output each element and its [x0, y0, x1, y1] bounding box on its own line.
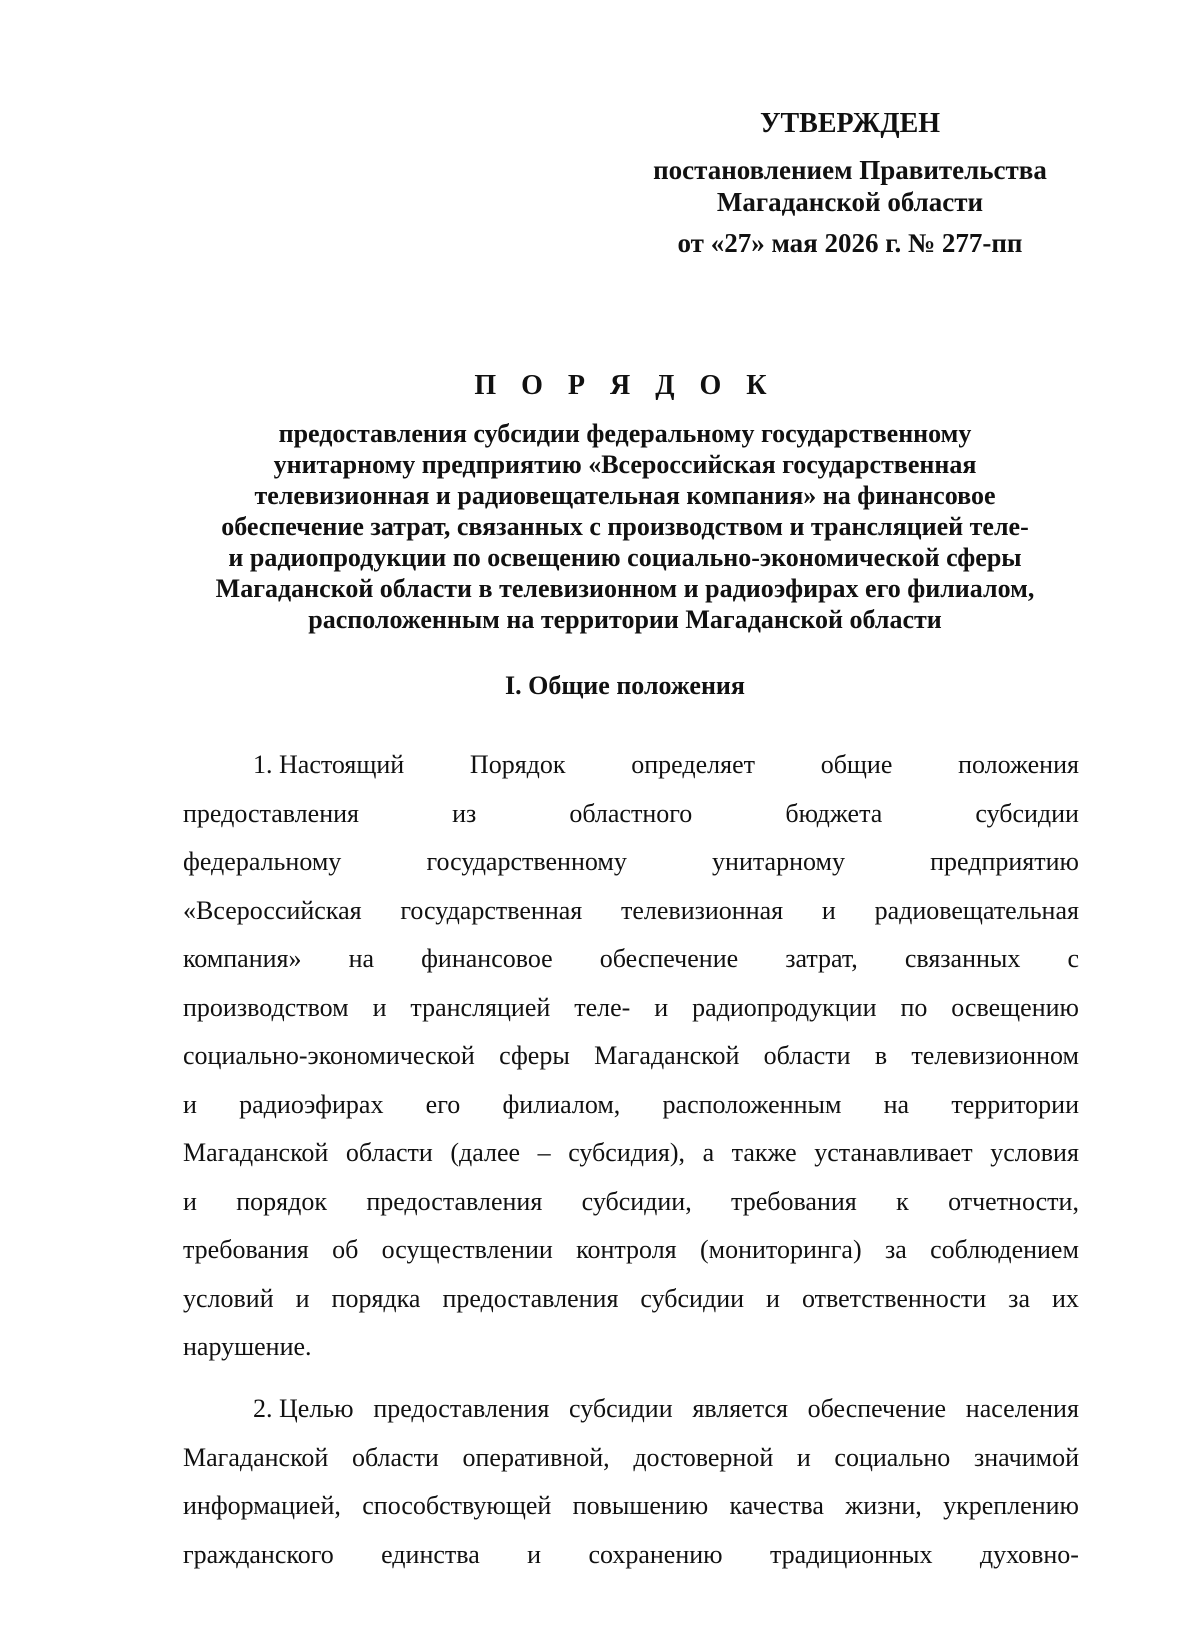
word: расположенным: [662, 1089, 842, 1119]
word: за: [884, 1235, 907, 1264]
word: нарушение.: [183, 1332, 312, 1361]
word: из: [452, 798, 477, 828]
word: производством: [183, 992, 349, 1022]
subtitle-line: и радиопродукции по освещению социально-экономической сферы: [228, 543, 1022, 572]
subtitle-line: телевизионная и радиовещательная компания» на финансовое: [254, 481, 996, 510]
word: требования: [183, 1235, 309, 1264]
subtitle-line: расположенным на территории Магаданской области: [308, 605, 942, 634]
word: теле-: [574, 992, 631, 1022]
word: Порядок: [469, 750, 566, 779]
word: повышению: [572, 1491, 709, 1520]
word: государственная: [400, 895, 583, 925]
word: радиопродукции: [692, 992, 877, 1022]
paragraph-line: [183, 838, 1079, 887]
word: его: [425, 1089, 461, 1119]
paragraph-line: [183, 984, 1079, 1033]
paragraph-line: [183, 1226, 1079, 1275]
word: достоверной: [633, 1442, 774, 1472]
word: субсидии: [569, 1394, 673, 1423]
subtitle-line: предоставления субсидии федеральному государственному: [278, 419, 972, 448]
word: финансовое: [421, 944, 553, 973]
word: единства: [381, 1539, 480, 1569]
word: области: [763, 1041, 851, 1070]
word: а: [702, 1138, 715, 1167]
word: субсидии: [640, 1283, 745, 1313]
word: (мониторинга): [699, 1235, 862, 1264]
paragraph-line: [183, 790, 1079, 839]
paragraph-line: [183, 887, 1079, 936]
word: Магаданской: [183, 1138, 329, 1167]
word: также: [731, 1138, 797, 1167]
paragraph-line: [183, 1032, 1079, 1081]
word: субсидии,: [581, 1186, 692, 1216]
word: с: [1067, 944, 1079, 973]
subtitle-line: обеспечение затрат, связанных с производством и трансляцией теле-: [221, 512, 1029, 541]
word: сферы: [499, 1041, 570, 1070]
word: и: [183, 1089, 197, 1119]
word: федеральному: [183, 847, 342, 876]
word: «Всероссийская: [183, 895, 362, 925]
subtitle-line: унитарному предприятию «Всероссийская государственная: [273, 450, 977, 479]
word: осуществлении: [381, 1235, 553, 1264]
word: компания»: [183, 944, 302, 973]
word: предоставления: [442, 1283, 619, 1313]
word: и: [796, 1442, 811, 1472]
word: (далее: [450, 1138, 521, 1167]
word: обеспечение: [599, 944, 739, 973]
approval-decree-line-2: Магаданской области: [716, 187, 984, 217]
word: на: [883, 1089, 910, 1119]
word: информацией,: [183, 1491, 341, 1520]
word: является: [692, 1394, 788, 1423]
word: и: [183, 1186, 197, 1216]
word: предприятию: [930, 847, 1079, 876]
word: в: [874, 1041, 888, 1070]
word: соблюдением: [930, 1235, 1079, 1264]
paragraph-line: [183, 1434, 1079, 1483]
paragraph-line: [183, 741, 1079, 790]
paragraph-line: [183, 1385, 1079, 1434]
word: общие: [820, 750, 893, 779]
word: качества: [729, 1491, 824, 1520]
word: к: [896, 1186, 909, 1216]
word: бюджета: [785, 798, 883, 828]
paragraph-line: [183, 1531, 1079, 1580]
word: об: [332, 1235, 359, 1264]
word: требования: [731, 1186, 857, 1216]
word: отчетности,: [948, 1186, 1079, 1216]
word: укреплению: [943, 1491, 1079, 1520]
approval-decree-line-1: постановлением Правительства: [653, 155, 1047, 185]
paragraph-line: [183, 1178, 1079, 1227]
word: Магаданской: [594, 1041, 740, 1070]
word: жизни,: [845, 1491, 922, 1520]
word: 2. Целью: [253, 1394, 354, 1423]
paragraph-1: [183, 741, 1079, 1372]
word: и: [654, 992, 669, 1022]
paragraph-line: [183, 1482, 1079, 1531]
word: сохранению: [588, 1539, 723, 1569]
word: условия: [990, 1138, 1079, 1167]
section-heading: I. Общие положения: [505, 671, 745, 700]
approval-stamp: [600, 108, 1100, 259]
word: трансляцией: [410, 992, 551, 1022]
word: и: [295, 1283, 310, 1313]
word: субсидии: [975, 798, 1079, 828]
word: порядка: [331, 1283, 421, 1313]
word: порядок: [236, 1186, 327, 1216]
word: территории: [951, 1089, 1079, 1119]
document-title: П О Р Я Д О К: [474, 370, 776, 401]
word: социально: [834, 1442, 951, 1472]
document-subtitle: [150, 418, 1100, 635]
word: за: [1008, 1283, 1030, 1313]
word: субсидия),: [568, 1138, 685, 1167]
word: освещению: [951, 992, 1079, 1022]
paragraph-line: [183, 935, 1079, 984]
word: по: [900, 992, 928, 1022]
word: радиовещательная: [874, 895, 1079, 925]
word: 1. Настоящий: [253, 750, 405, 779]
subtitle-line: Магаданской области в телевизионном и радиоэфирах его филиалом,: [215, 574, 1035, 603]
word: обеспечение: [807, 1394, 947, 1423]
word: филиалом,: [502, 1089, 621, 1119]
word: областного: [569, 798, 693, 828]
word: значимой: [973, 1442, 1079, 1472]
word: гражданского: [183, 1539, 334, 1569]
approval-decree-number: от «27» мая 2026 г. № 277-пп: [677, 228, 1023, 258]
word: Магаданской: [183, 1442, 329, 1472]
paragraph-line: [183, 1275, 1079, 1324]
word: условий: [183, 1283, 274, 1313]
word: их: [1051, 1283, 1079, 1313]
word: ответственности: [801, 1283, 987, 1313]
word: социально-экономической: [183, 1041, 475, 1070]
word: унитарному: [712, 847, 845, 876]
word: области: [345, 1138, 433, 1167]
word: и: [527, 1539, 542, 1569]
word: телевизионном: [911, 1041, 1079, 1070]
word: и: [766, 1283, 780, 1313]
word: связанных: [904, 944, 1021, 973]
word: области: [351, 1442, 439, 1472]
paragraph-2: [183, 1385, 1079, 1579]
word: традиционных: [769, 1539, 933, 1569]
word: предоставления: [366, 1186, 543, 1216]
word: контроля: [576, 1235, 677, 1264]
word: положения: [958, 750, 1079, 779]
word: предоставления: [183, 798, 359, 828]
word: телевизионная: [621, 895, 784, 925]
word: –: [537, 1138, 551, 1167]
word: населения: [965, 1394, 1079, 1423]
word: затрат,: [785, 944, 858, 973]
word: на: [348, 944, 375, 973]
word: радиоэфирах: [239, 1089, 384, 1119]
word: государственному: [426, 847, 627, 876]
word: и: [821, 895, 836, 925]
word: оперативной,: [462, 1442, 610, 1472]
paragraph-line: [183, 1129, 1079, 1178]
word: устанавливает: [814, 1138, 973, 1167]
word: духовно-: [979, 1539, 1079, 1569]
word: и: [372, 992, 387, 1022]
word: предоставления: [373, 1394, 550, 1423]
approval-title: УТВЕРЖДЕН: [759, 108, 941, 139]
paragraph-line: [183, 1081, 1079, 1130]
word: способствующей: [362, 1491, 552, 1520]
paragraph-line: [183, 1323, 1079, 1372]
word: определяет: [631, 750, 755, 779]
